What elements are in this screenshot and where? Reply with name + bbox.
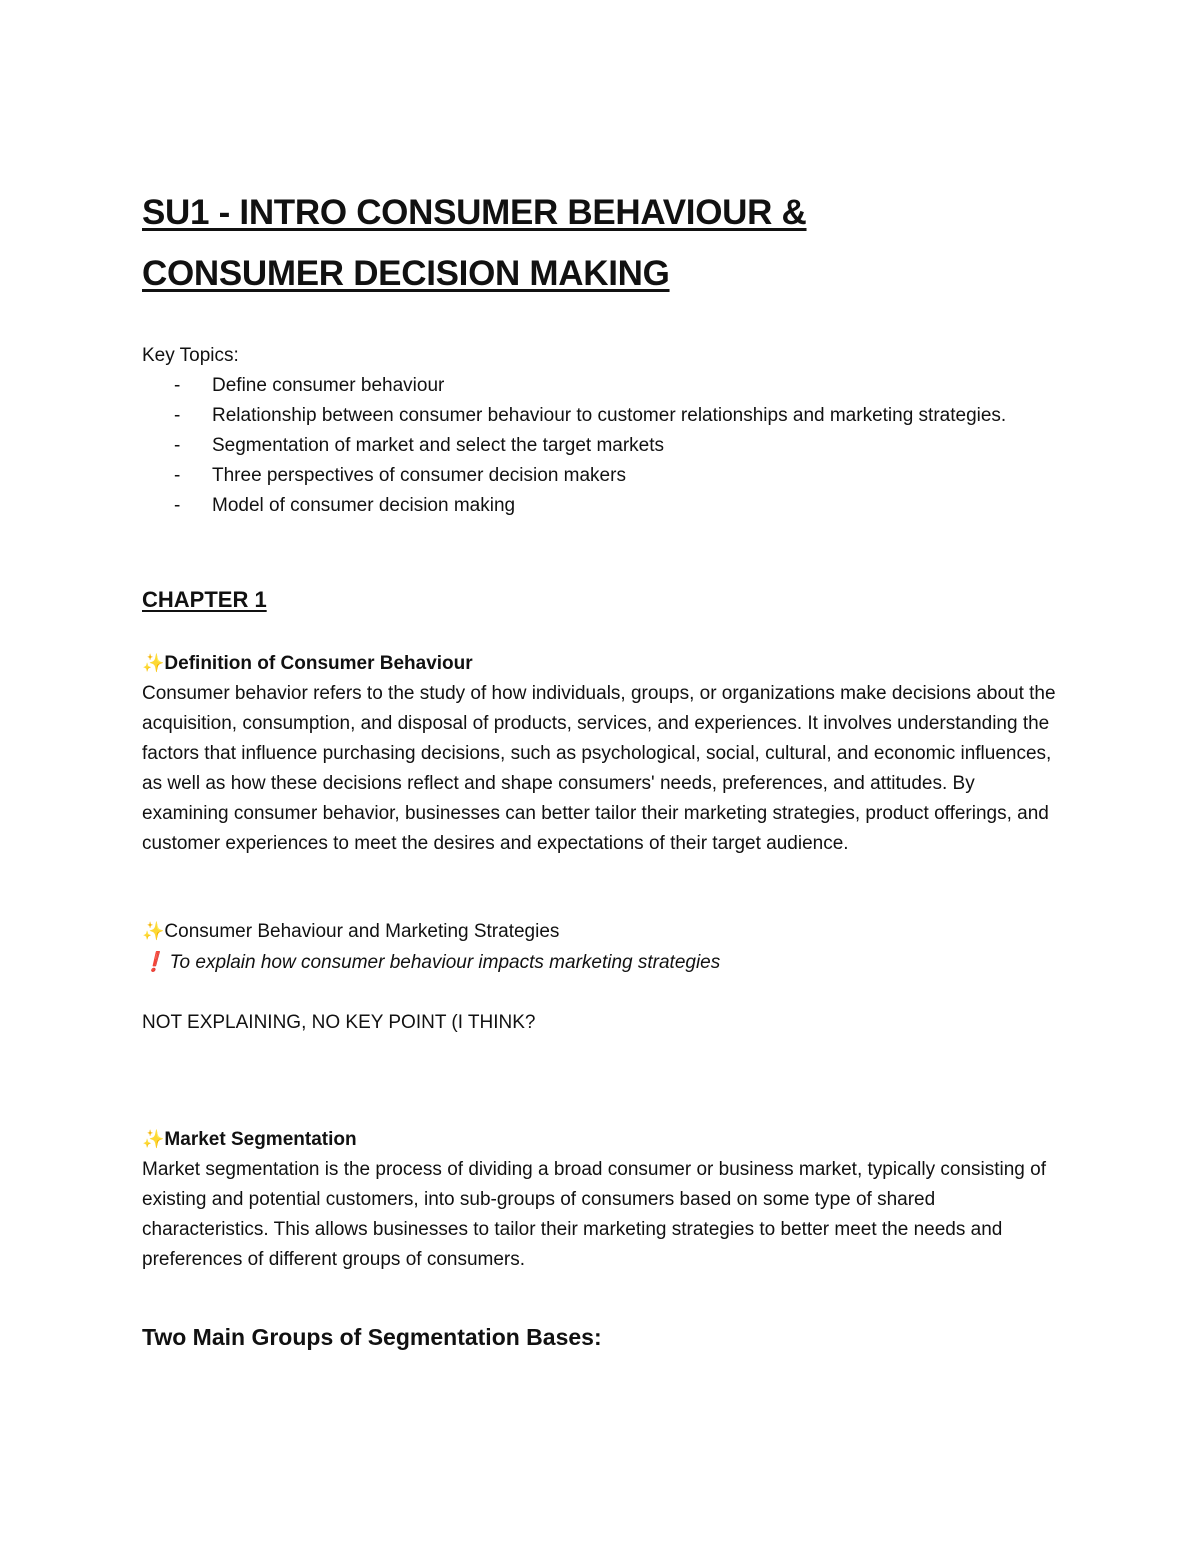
chapter-heading: CHAPTER 1 [142, 587, 267, 612]
section-heading [142, 917, 1062, 947]
list-item [142, 461, 1062, 491]
segmentation-bases-heading: Two Main Groups of Segmentation Bases: [142, 1324, 602, 1350]
sparkles-icon: ✨ [142, 921, 165, 942]
exclamation-icon: ❗ [142, 951, 166, 973]
definition-paragraph: Consumer behavior refers to the study of how individuals, groups, or organizations make decisions about the acquisition, consumption, and disposal of products, services, and experiences. It involves understanding the factors that influence purchasing decisions, such as psychological, social, cultural, and economic influences, as well as how these decisions reflect and shape consumers' needs, preferences, and attitudes. By examining consumer behavior, businesses can better tailor their marketing strategies, product offerings, and customer experiences to meet the desires and expectations of their target audience. [142, 683, 1056, 854]
bullet-dash: - [174, 435, 181, 456]
topic-text: Three perspectives of consumer decision makers [212, 465, 626, 486]
key-topics-block [142, 341, 1062, 521]
marketing-note-text: To explain how consumer behaviour impacts marketing strategies [169, 952, 721, 973]
topic-text: Define consumer behaviour [212, 375, 445, 396]
section-heading [142, 1125, 1062, 1155]
bullet-dash: - [174, 375, 181, 396]
topic-text: Relationship between consumer behaviour to customer relationships and marketing strategies. [212, 405, 1007, 426]
document-title [142, 182, 1062, 304]
document-title-line-1: SU1 - INTRO CONSUMER BEHAVIOUR & [142, 193, 807, 232]
list-item [142, 401, 1062, 431]
segmentation-paragraph: Market segmentation is the process of dividing a broad consumer or business market, typically consisting of existing and potential customers, into sub-groups of consumers based on some type of shared characteristics. This allows businesses to tailor their marketing strategies to better meet the needs and preferences of different groups of consumers. [142, 1159, 1046, 1270]
list-item [142, 371, 1062, 401]
topic-text: Model of consumer decision making [212, 495, 516, 516]
document-title-line-2: CONSUMER DECISION MAKING [142, 254, 670, 293]
section-heading-text: Definition of Consumer Behaviour [164, 653, 473, 674]
section-heading-text: Market Segmentation [164, 1129, 357, 1150]
bullet-dash: - [174, 495, 181, 516]
bullet-dash: - [174, 405, 181, 426]
document-content [142, 182, 1062, 1354]
marketing-strategies-section [142, 917, 1062, 1038]
segmentation-section [142, 1125, 1062, 1275]
bullet-dash: - [174, 465, 181, 486]
list-item [142, 491, 1062, 521]
definition-section [142, 649, 1062, 859]
marketing-remark: NOT EXPLAINING, NO KEY POINT (I THINK? [142, 1012, 536, 1033]
topic-text: Segmentation of market and select the target markets [212, 435, 665, 456]
sparkles-icon: ✨ [142, 1129, 165, 1150]
marketing-note [142, 947, 1062, 978]
key-topics-label: Key Topics: [142, 345, 239, 366]
key-topics-list [142, 371, 1062, 521]
section-heading-text: Consumer Behaviour and Marketing Strategies [164, 921, 560, 942]
sparkles-icon: ✨ [142, 653, 165, 674]
section-heading [142, 649, 1062, 679]
list-item [142, 431, 1062, 461]
